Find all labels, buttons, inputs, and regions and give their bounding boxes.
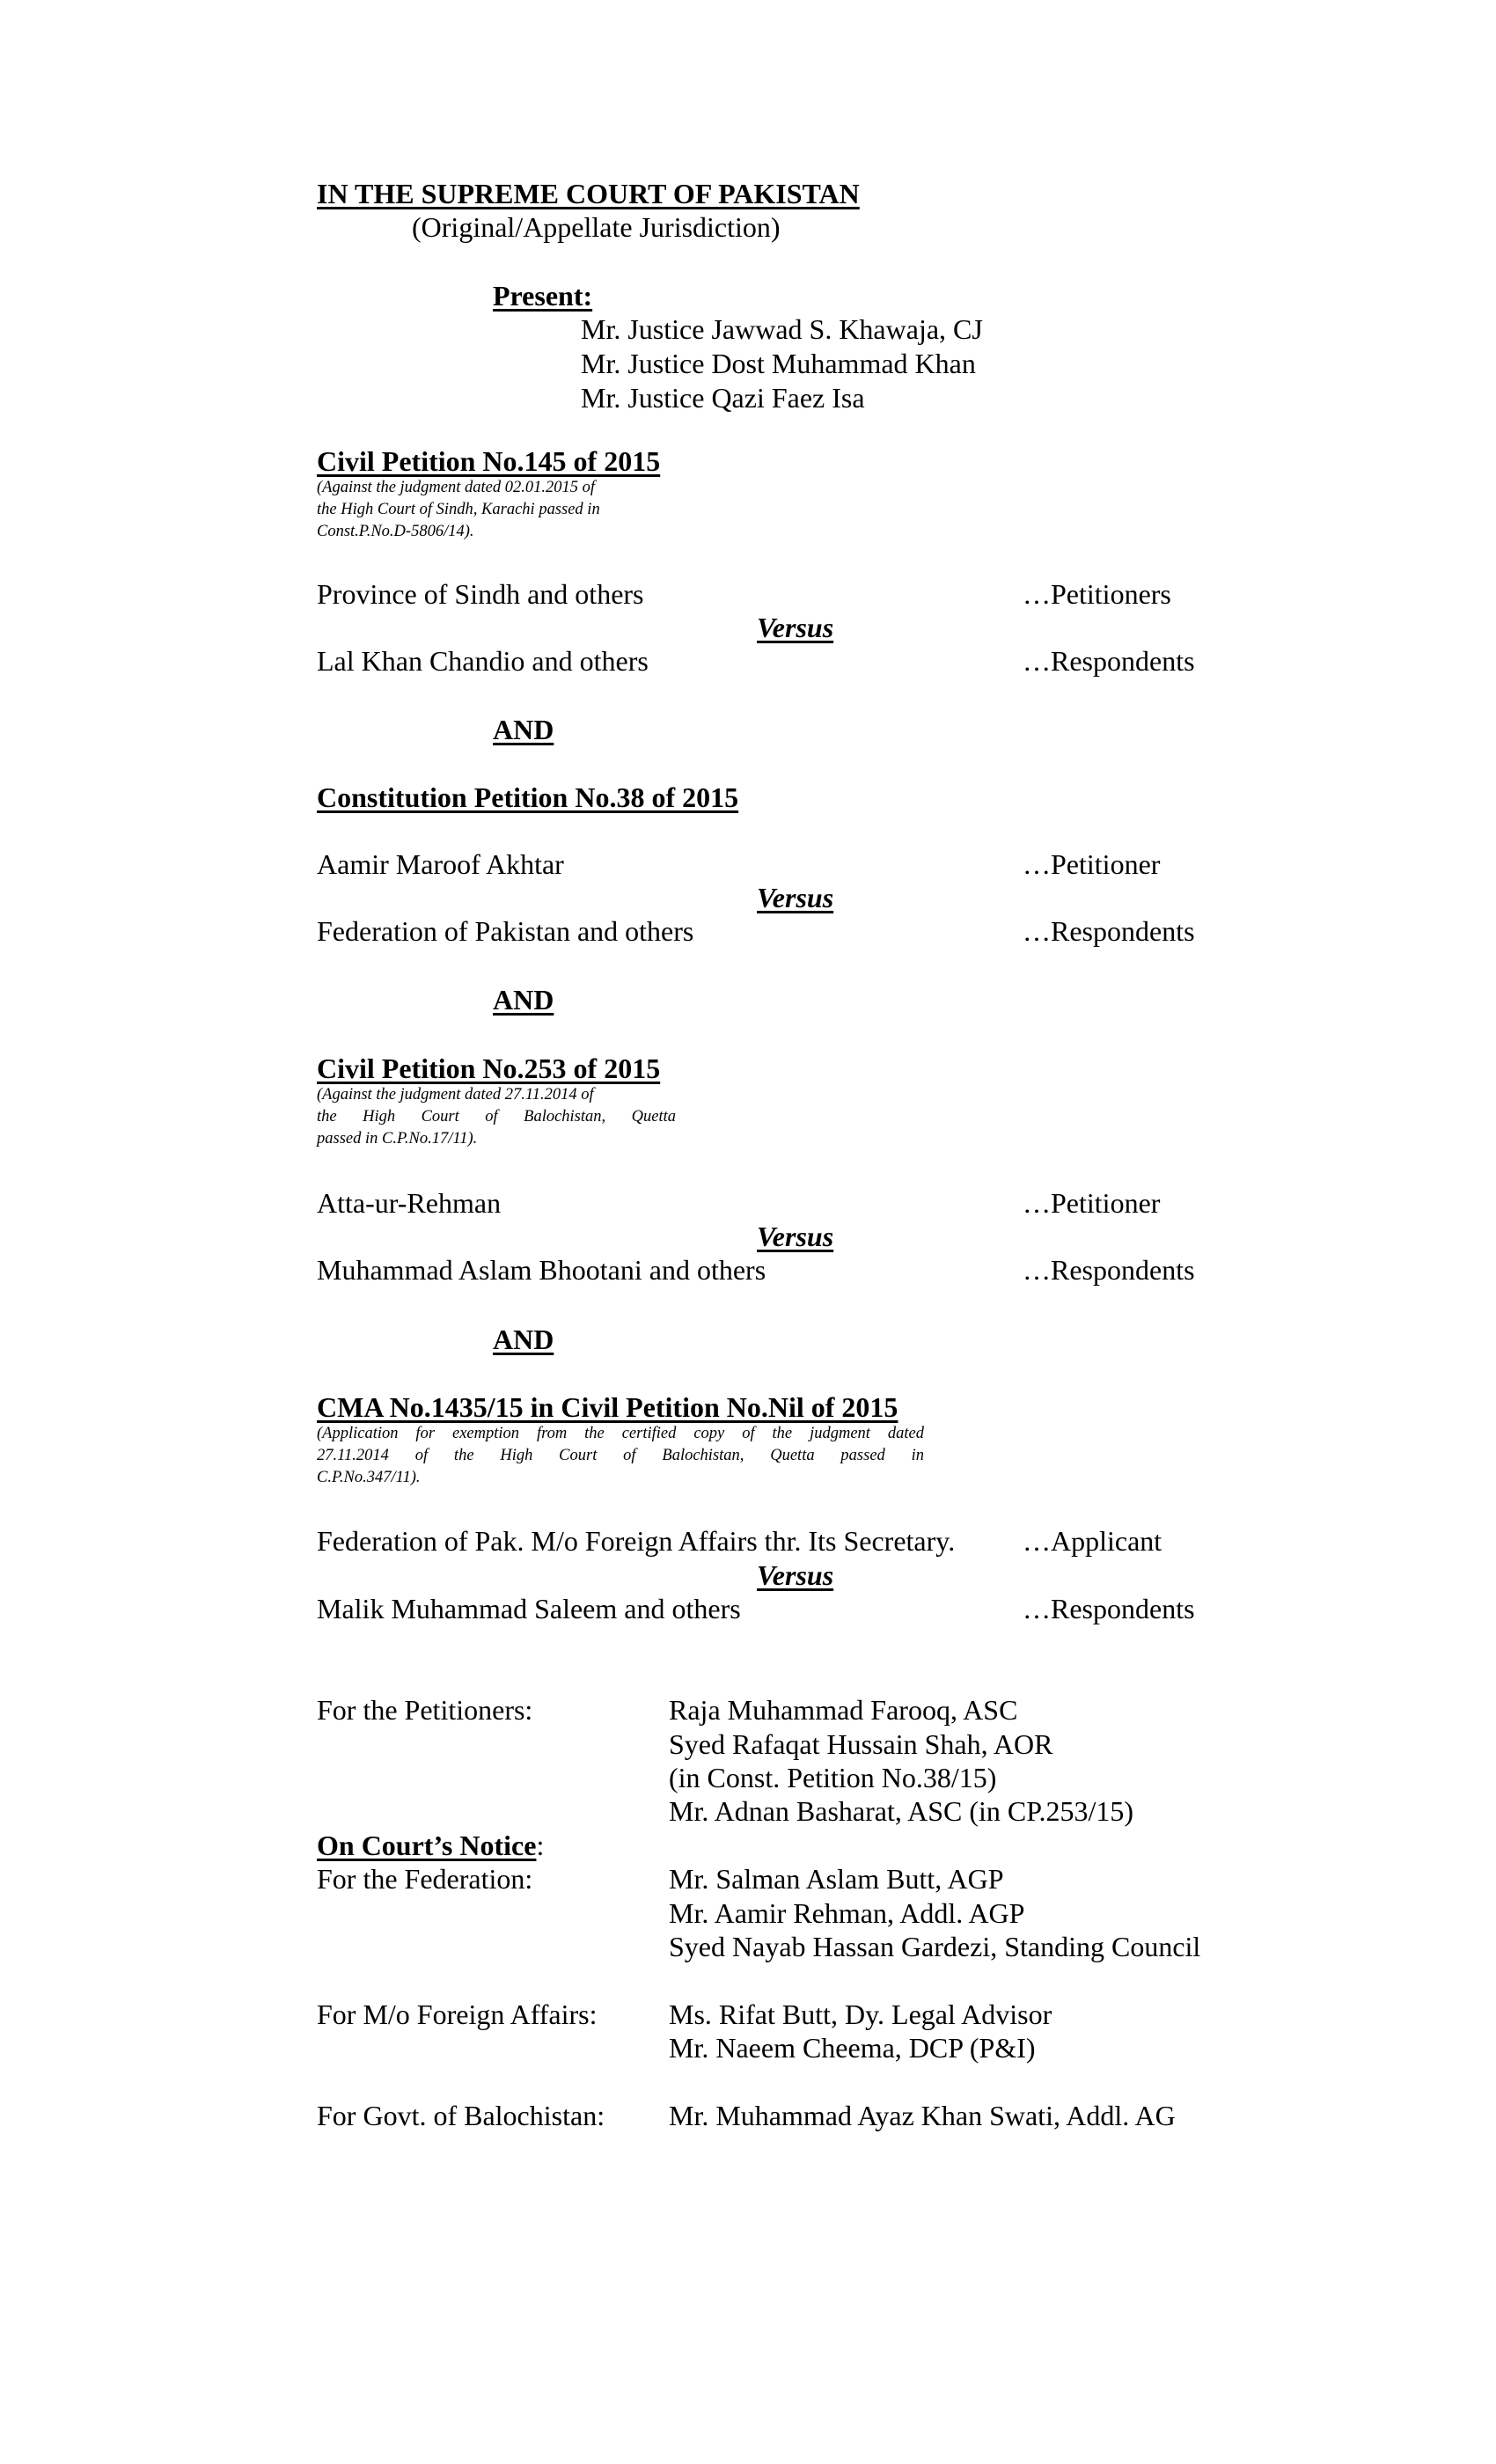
case-4-title: CMA No.1435/15 in Civil Petition No.Nil of 2015 [317,1391,898,1423]
judge-3: Mr. Justice Qazi Faez Isa [581,382,865,414]
case-1-title: Civil Petition No.145 of 2015 [317,445,661,477]
balochistan-label: For Govt. of Balochistan: [317,2100,605,2131]
case-4-note-line: C.P.No.347/11). [317,1469,421,1486]
case-4-party-1: Federation of Pak. M/o Foreign Affairs thr. Its Secretary. [317,1525,956,1557]
case-1-role-2: …Respondents [1023,645,1195,677]
petitioners-counsel-2: Syed Rafaqat Hussain Shah, AOR [669,1728,1053,1760]
federation-counsel-3: Syed Nayab Hassan Gardezi, Standing Council [669,1931,1201,1962]
federation-label: For the Federation: [317,1863,533,1895]
federation-counsel-1: Mr. Salman Aslam Butt, AGP [669,1863,1004,1895]
case-1-party-2: Lal Khan Chandio and others [317,645,649,677]
present-label: Present: [493,280,593,312]
judge-1: Mr. Justice Jawwad S. Khawaja, CJ [581,313,983,345]
and-separator-2: AND [493,984,554,1016]
and-separator-1: AND [493,714,554,745]
case-3-note [317,1084,676,1150]
case-3-versus: Versus [757,1221,834,1252]
case-2-versus: Versus [757,882,834,913]
foreign-affairs-label: For M/o Foreign Affairs: [317,1998,598,2030]
case-4-party-2: Malik Muhammad Saleem and others [317,1593,741,1624]
case-2-title: Constitution Petition No.38 of 2015 [317,781,739,813]
case-3-party-2: Muhammad Aslam Bhootani and others [317,1254,766,1286]
and-separator-3: AND [493,1324,554,1355]
case-1-versus: Versus [757,612,834,643]
petitioners-counsel-3: (in Const. Petition No.38/15) [669,1762,997,1793]
case-3-note-line: passed in C.P.No.17/11). [317,1130,478,1148]
case-2-party-1: Aamir Maroof Akhtar [317,848,564,880]
case-4-role-1: …Applicant [1023,1525,1162,1557]
case-1-note [317,477,676,543]
courts-notice-colon: : [536,1830,545,1861]
case-2-party-2: Federation of Pakistan and others [317,915,694,947]
petitioners-counsel-4: Mr. Adnan Basharat, ASC (in CP.253/15) [669,1795,1134,1827]
case-3-role-1: …Petitioner [1023,1187,1161,1219]
case-4-note-line: 27.11.2014 of the High Court of Balochistan, Quetta passed in [317,1447,924,1464]
case-1-note-line: the High Court of Sindh, Karachi passed in [317,501,600,518]
case-3-note-line: (Against the judgment dated 27.11.2014 of [317,1086,594,1104]
case-2-role-2: …Respondents [1023,915,1195,947]
petitioners-label: For the Petitioners: [317,1694,533,1726]
case-3-role-2: …Respondents [1023,1254,1195,1286]
foreign-affairs-counsel-1: Ms. Rifat Butt, Dy. Legal Advisor [669,1998,1052,2030]
court-title: IN THE SUPREME COURT OF PAKISTAN [317,178,860,209]
case-2-role-1: …Petitioner [1023,848,1161,880]
case-1-party-1: Province of Sindh and others [317,578,644,610]
case-1-note-line: (Against the judgment dated 02.01.2015 of [317,479,596,496]
case-4-note [317,1423,924,1489]
case-4-versus: Versus [757,1559,834,1591]
case-1-role-1: …Petitioners [1023,578,1171,610]
case-4-note-line: (Application for exemption from the certified copy of the judgment dated [317,1425,924,1442]
judge-2: Mr. Justice Dost Muhammad Khan [581,348,976,379]
petitioners-counsel-1: Raja Muhammad Farooq, ASC [669,1694,1018,1726]
case-4-role-2: …Respondents [1023,1593,1195,1624]
foreign-affairs-counsel-2: Mr. Naeem Cheema, DCP (P&I) [669,2032,1036,2064]
case-3-party-1: Atta-ur-Rehman [317,1187,502,1219]
courts-notice-heading [317,1828,544,1863]
jurisdiction: (Original/Appellate Jurisdiction) [412,211,781,243]
federation-counsel-2: Mr. Aamir Rehman, Addl. AGP [669,1897,1025,1929]
case-3-note-line: the High Court of Balochistan, Quetta [317,1108,676,1126]
balochistan-counsel-1: Mr. Muhammad Ayaz Khan Swati, Addl. AG [669,2100,1176,2131]
case-1-note-line: Const.P.No.D-5806/14). [317,523,474,540]
courts-notice-label: On Court’s Notice [317,1830,537,1861]
case-3-title: Civil Petition No.253 of 2015 [317,1052,661,1084]
